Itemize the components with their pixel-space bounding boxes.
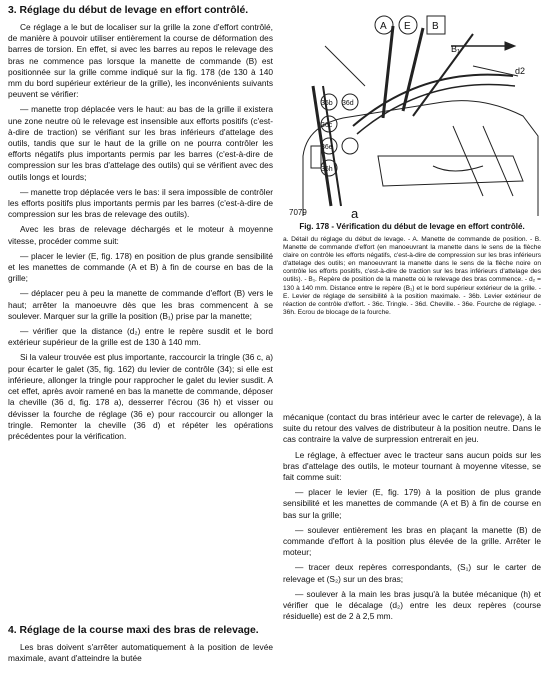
label-e: E (404, 21, 411, 32)
label-36e: 36e (321, 144, 333, 151)
section-3-paragraph: — manette trop déplacée vers le haut: au bas de la grille il existera une zone neutre où le relevage est insensible aux efforts positifs (c'est-à-dire de traction) se vérifiant sur les bras inférieurs d'attelage des outils, tandis que sur le haut de la grille on ne pourra contrôler les efforts négatifs plus importants permis par les barres (c'est-à-dire de compression sur les bras d'attelage des outils) qui se vérifient avec des outils longs et lourds; (8, 104, 273, 182)
label-36h: 36h (321, 166, 333, 173)
section-3-paragraph: Si la valeur trouvée est plus importante, raccourcir la tringle (36 c, a) pour écarter le galet (35, fig. 162) du levier de contrôle (34); si elle est inférieure, allonger la tringle pour rapprocher le galet du levier susdit. A cet effet, après avoir ramené en bas la manette de commande, déposer la cheville (36 d, fig. 178 a), desserrer l'écrou (36 h) et visser ou dévisser la fourche de réglage (36 e) pour raccourcir ou allonger la tringle. Remonter la cheville (36 d) et répéter les opérations précédentes pour la vérification. (8, 352, 273, 441)
label-b: B (432, 21, 439, 32)
figure-title: Fig. 178 - Vérification du début de levage en effort contrôlé. (299, 222, 525, 231)
right-paragraph: — soulever à la main les bras jusqu'à la butée mécanique (h) et vérifier que le décalage (d₂) entre les deux repères (course résiduelle) est de 2 à 2,5 mm. (283, 588, 541, 622)
section-4 (8, 624, 273, 668)
left-column (8, 4, 273, 446)
section-3-paragraph: Avec les bras de relevage déchargés et le moteur à moyenne vitesse, procéder comme suit: (8, 224, 273, 246)
right-paragraph: — placer le levier (E, fig. 179) à la position de plus grande sensibilité et les manettes de commande (A et B) à fin de course en bas sur la grille; (283, 487, 541, 520)
technical-illustration (283, 6, 541, 222)
figure-178 (283, 6, 541, 222)
section-3-paragraph: — vérifier que la distance (d₂) entre le repère susdit et le bord extérieur supérieur de la grille est de 130 à 140 mm. (8, 326, 273, 348)
section-4-heading: 4. Réglage de la course maxi des bras de relevage. (8, 625, 259, 636)
right-paragraph: — soulever entièrement les bras en plaçant la manette (B) de commande d'effort à la position plus élevée de la grille. Arrêter le moteur; (283, 524, 541, 558)
label-a: A (380, 21, 387, 32)
right-paragraph: Le réglage, à effectuer avec le tracteur sans aucun poids sur les bras d'attelage des outils, le moteur tournant à moyenne vitesse, se fait comme suit: (283, 449, 541, 483)
label-inset-a: a (351, 206, 359, 221)
section-3-heading: 3. Réglage du début de levage en effort contrôlé. (8, 5, 249, 16)
label-36d: 36d (342, 100, 354, 107)
label-b1: B₁ (451, 44, 461, 54)
label-36b: 36b (321, 100, 333, 107)
right-paragraph: — tracer deux repères correspondants, (S₁) sur le carter de relevage et (S₂) sur un des bras; (283, 562, 541, 584)
section-3-paragraph: — manette trop déplacée vers le bas: il sera impossible de contrôler les efforts positifs plus importants permis par les barres (c'est-à-dire de compression sur les bras de relevage des outils). (8, 186, 273, 220)
label-d2: d2 (515, 66, 526, 76)
section-4-paragraph: Les bras doivent s'arrêter automatiquement à la position de levée maximale, avant d'atteindre la butée (8, 642, 273, 664)
figure-number: 7079 (289, 208, 307, 217)
figure-caption-body: a. Détail du réglage du début de levage. - A. Manette de commande de position. - B. Manette de commande d'effort (en manoeuvrant la manette dans le sens de la flèche claire on contrôle les efforts négatifs, c'est-à-dire de compression sur les bras inférieurs d'attelage des outils; en manoeuvrant la manette dans le sens de la flèche noire on contrôle les efforts positifs, c'est-à-dire de traction sur les bras inférieurs d'attelage des outils). - B₁. Repère de position de la manette où le relevage des bras commence. - d₂ = 130 à 140 mm. Distance entre le repère (B₁) et le bord supérieur extérieur de la grille. - E. Levier de réglage de sensibilité à la position maximale. - 36b. Levier extérieur de réaction de contrôle d'effort. - 36c. Tringle. - 36d. Cheville. - 36e. Fourche de réglage. - 36h. Ecrou de blocage de la fourche. (283, 236, 541, 316)
label-36c: 36c (321, 122, 333, 129)
section-3-paragraph: — déplacer peu à peu la manette de commande d'effort (B) vers le haut; arrêter la manoeuvre dès que les bras commencent à se soulever. Marquer sur la grille la position (B₁) prise par la manette; (8, 288, 273, 321)
right-column (283, 412, 541, 626)
right-paragraph: mécanique (contact du bras intérieur avec le carter de relevage), à la suite du retour des valves de distributeur à la position neutre. Dans le cas contraire la valve de surpression entrerait en jeu. (283, 412, 541, 445)
section-3-paragraph: Ce réglage a le but de localiser sur la grille la zone d'effort contrôlé, de manière à pouvoir utiliser entièrement la course de déformation des barres de torsion. En effet, si avec les barres au repos le relevage des bras ne commence pas lorsque la manette de commande (B) est positionnée sur la grille comme indiqué sur la fig. 178 (de 130 à 140 mm du bord supérieur extérieur de la grille), les inconvénients suivants peuvent se vérifier: (8, 22, 273, 100)
section-3-paragraph: — placer le levier (E, fig. 178) en position de plus grande sensibilité et les manettes de commande (A et B) à fin de course en bas de la grille; (8, 250, 273, 284)
figure-caption (283, 222, 541, 317)
